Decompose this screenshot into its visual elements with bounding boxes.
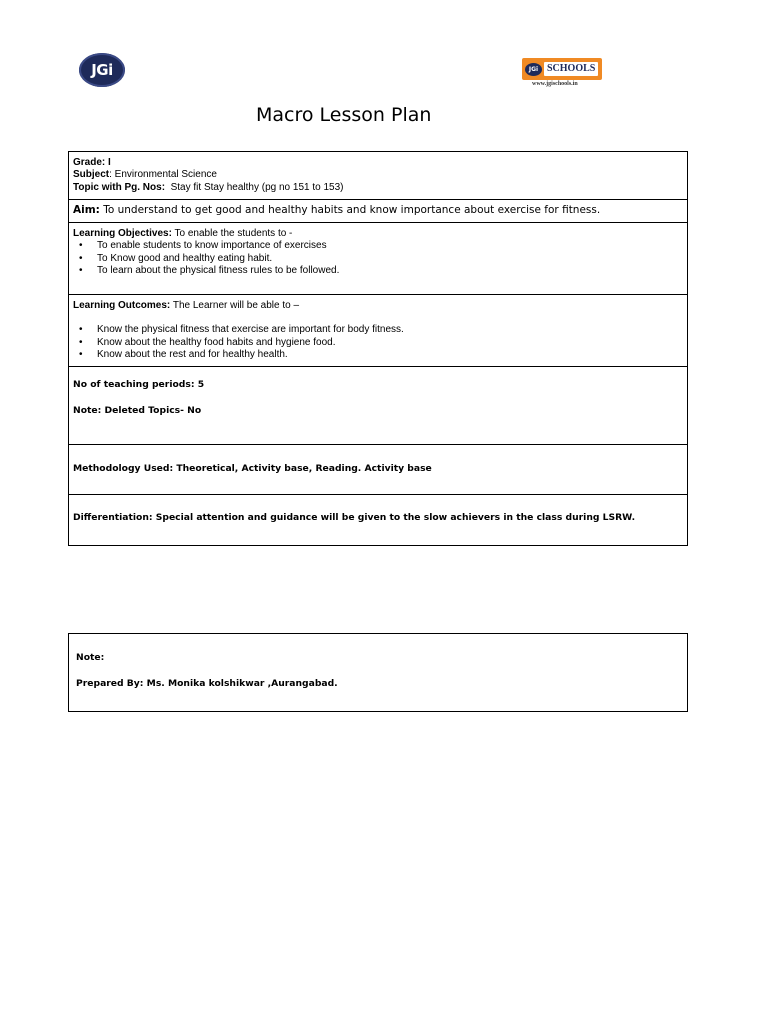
list-item: • To enable students to know importance of exercises [97, 240, 683, 252]
objectives-row [69, 223, 687, 295]
objectives-label: Learning Objectives: [73, 228, 172, 239]
list-item: • To Know good and healthy eating habit. [97, 253, 683, 265]
info-row [69, 152, 687, 200]
differentiation-row [69, 495, 687, 545]
jgi-schools-badge: JGi [525, 63, 542, 76]
aim-row [69, 200, 687, 223]
prepared-by-text: Prepared By: Ms. Monika kolshikwar ,Aurangabad. [76, 678, 338, 689]
grade-line [73, 157, 683, 169]
grade-value: I [108, 157, 111, 168]
jgi-logo-text: JGi [91, 61, 113, 79]
outcomes-list [73, 324, 683, 361]
list-item: • To learn about the physical fitness rules to be followed. [97, 265, 683, 277]
topic-label: Topic with Pg. Nos: [73, 181, 166, 193]
note-label: Note: [76, 652, 105, 663]
prepared-by-box [68, 633, 688, 712]
page-title: Macro Lesson Plan [256, 104, 432, 126]
topic-line [73, 182, 683, 194]
topic-value: Stay fit Stay healthy (pg no 151 to 153) [170, 181, 344, 193]
subject-line [73, 169, 683, 181]
outcomes-intro: The Learner will be able to – [172, 300, 300, 311]
aim-value: To understand to get good and healthy habits and know importance about exercise for fitness. [103, 204, 601, 216]
jgi-logo [79, 53, 125, 87]
list-item: • Know about the healthy food habits and hygiene food. [97, 337, 683, 349]
jgi-schools-text: SCHOOLS [544, 62, 598, 76]
methodology-text: Methodology Used: Theoretical, Activity base, Reading. Activity base [73, 463, 432, 474]
jgi-schools-logo [522, 58, 602, 80]
objectives-intro: To enable the students to - [174, 228, 293, 239]
teaching-periods: No of teaching periods: 5 [73, 379, 205, 390]
deleted-topics: Note: Deleted Topics- No [73, 405, 202, 416]
subject-value: : Environmental Science [109, 169, 217, 181]
objectives-list [73, 240, 683, 277]
subject-label: Subject [73, 169, 110, 181]
outcomes-row [69, 295, 687, 367]
list-item: • Know about the rest and for healthy health. [97, 349, 683, 361]
periods-row [69, 367, 687, 445]
aim-label: Aim: [73, 204, 100, 216]
differentiation-text: Differentiation: Special attention and guidance will be given to the slow achievers in the class during LSRW. [73, 512, 636, 523]
outcomes-label: Learning Outcomes: [73, 300, 171, 311]
lesson-plan-table [68, 151, 688, 546]
list-item: • Know the physical fitness that exercise are important for body fitness. [97, 324, 683, 336]
website-url: www.jgischools.in [532, 81, 578, 87]
grade-label: Grade: [73, 157, 106, 168]
methodology-row [69, 445, 687, 495]
